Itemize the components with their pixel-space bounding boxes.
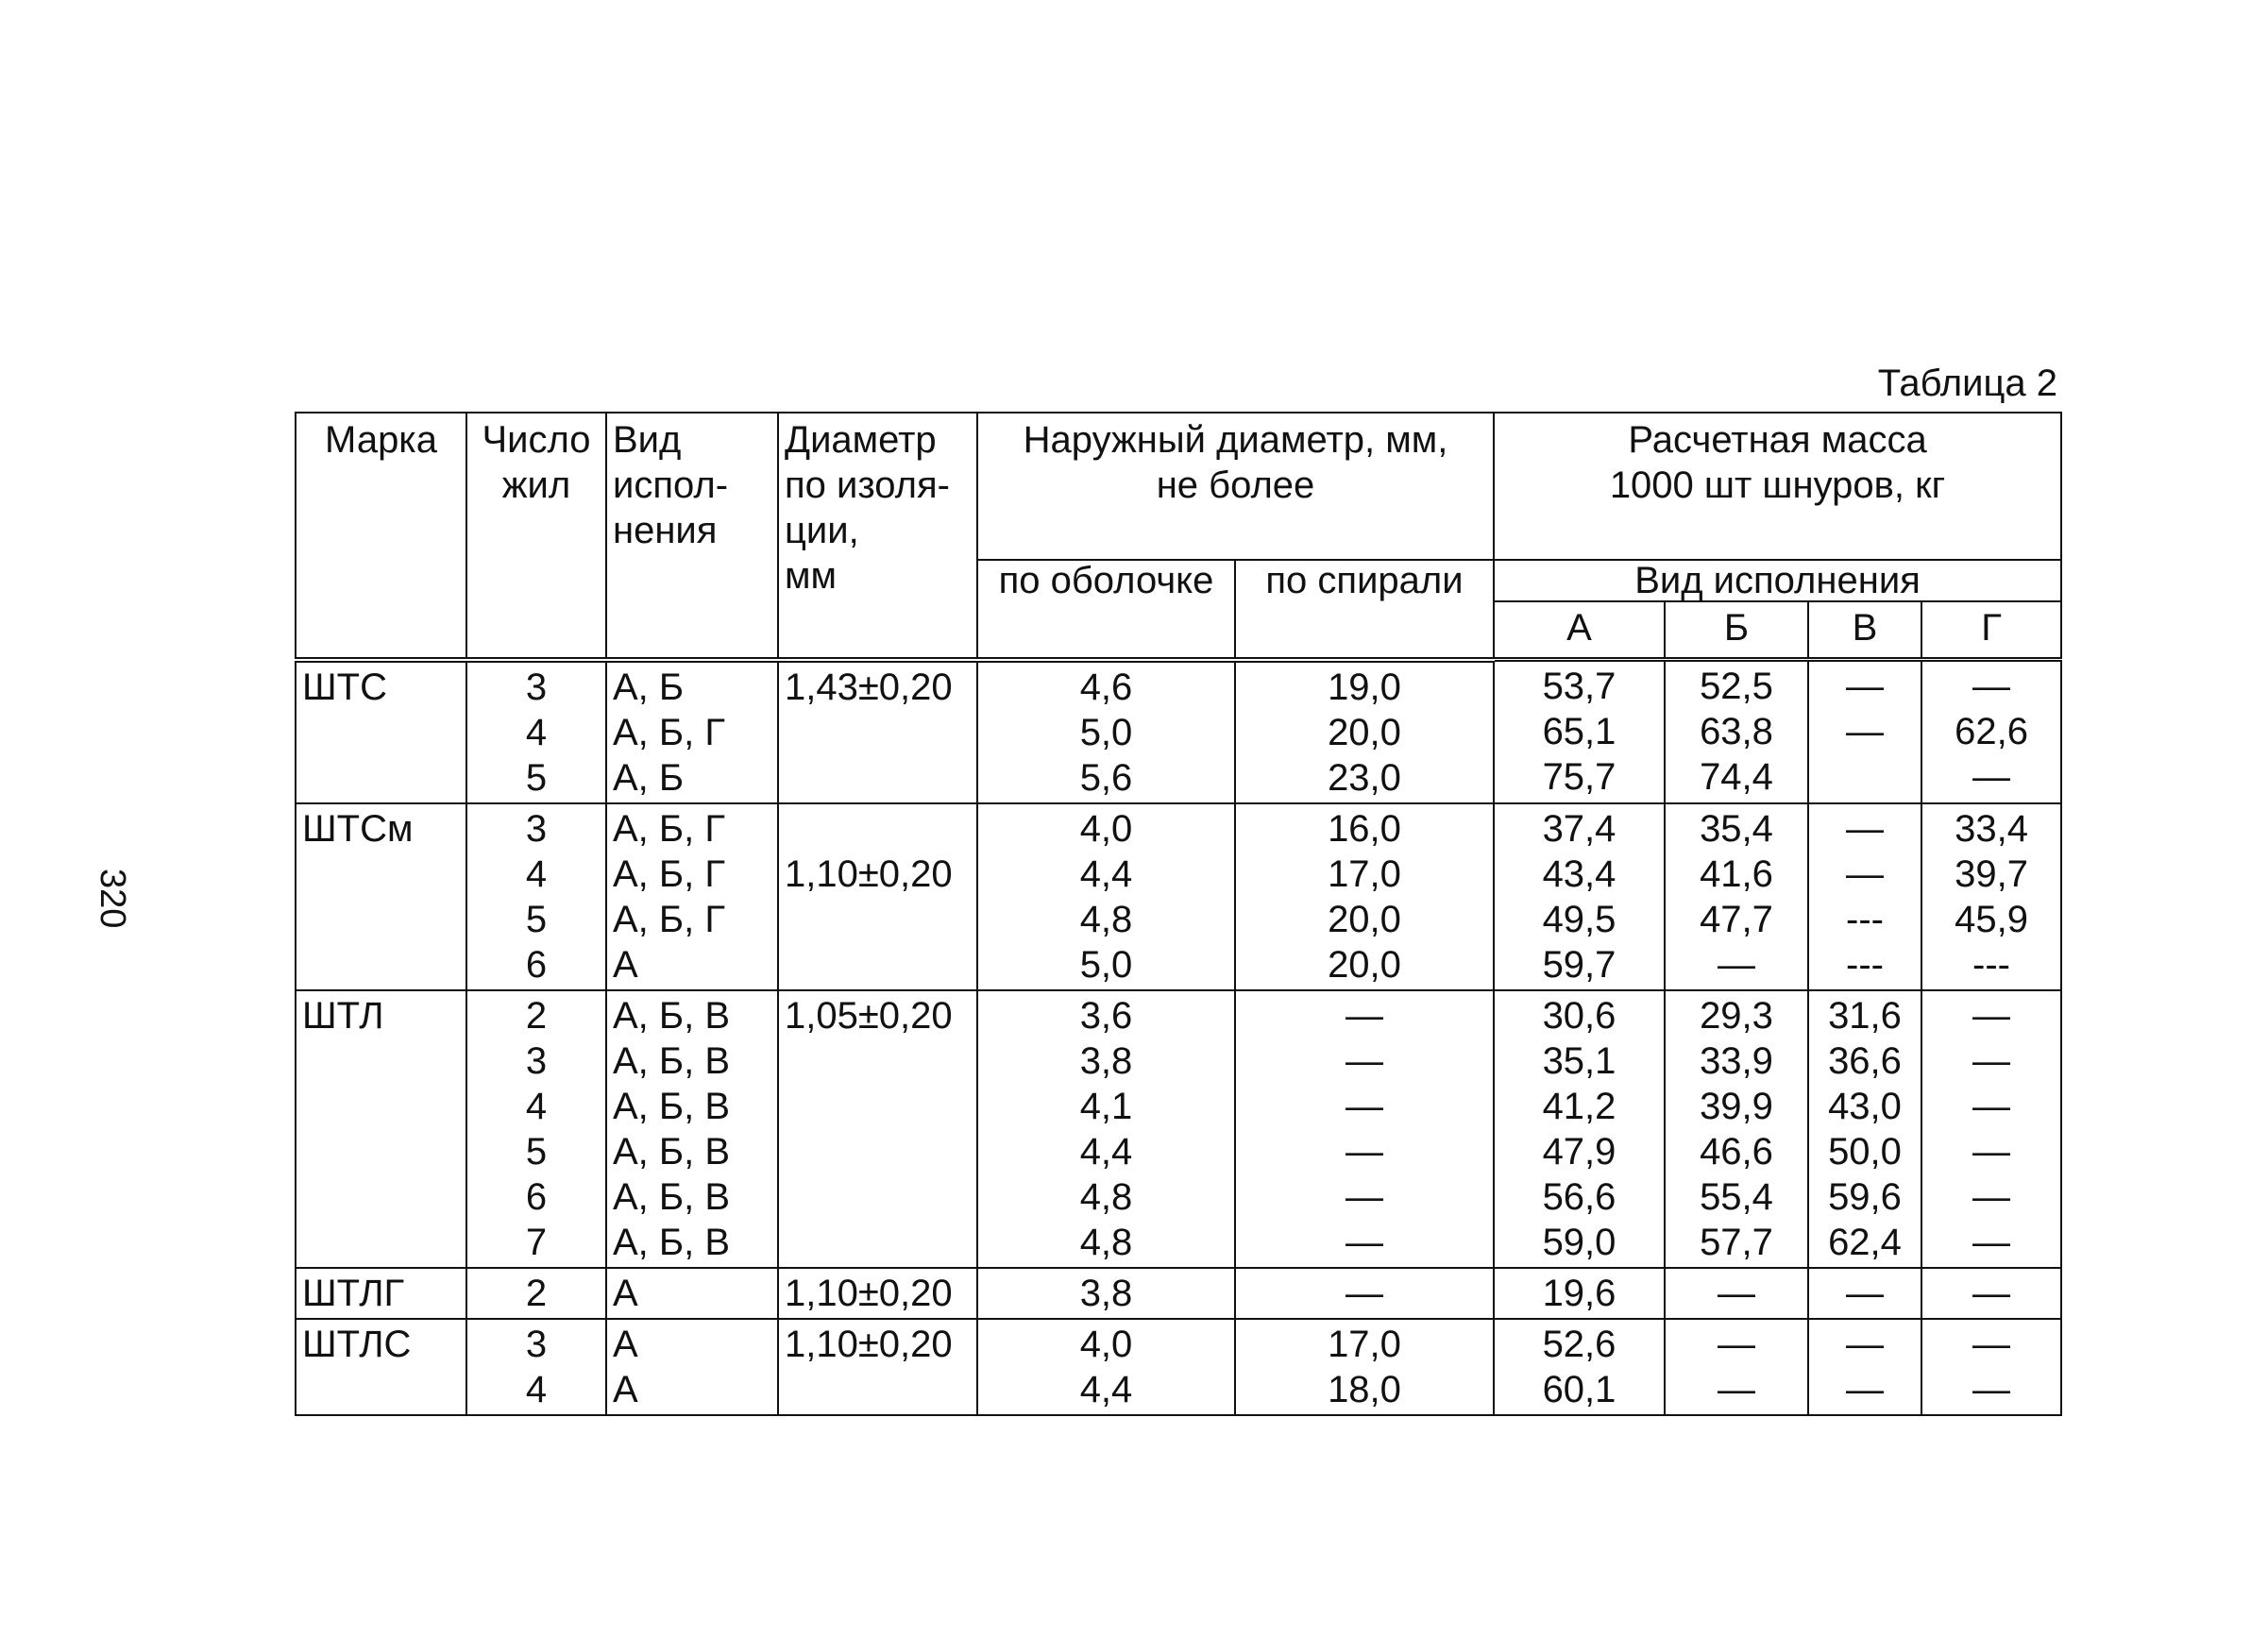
value: 49,5 [1542,898,1616,940]
value: 41,6 [1700,852,1773,895]
value: — [1346,1221,1383,1263]
value: — [1972,1085,2011,1127]
value: 35,1 [1542,1039,1616,1082]
value: А, Б [613,666,685,708]
sheath-cell [977,990,1235,1268]
value: — [1346,1272,1383,1314]
mass-v-cell [1808,1268,1921,1319]
value: 3,8 [1079,1039,1133,1082]
value: А [613,1272,638,1314]
insulation-cell [778,803,977,990]
value: А [613,943,638,986]
value: 20,0 [1328,943,1401,986]
value: А [613,1323,638,1365]
value: 30,6 [1542,994,1616,1037]
value: 4,4 [1079,852,1133,895]
value: — [1972,1368,2011,1410]
value: 5 [525,756,548,799]
value: 62,4 [1828,1221,1902,1263]
mass-a-cell [1494,660,1665,803]
value: — [1346,1039,1383,1082]
value: 46,6 [1700,1130,1773,1173]
table-row [296,660,2061,803]
value: 53,7 [1542,666,1616,707]
mass-b-cell [1665,803,1808,990]
value: 39,7 [1955,852,2028,895]
mass-g-cell [1921,660,2061,803]
value: --- [1846,943,1884,986]
header-mass [1494,413,2061,560]
header-cores-line: Число [482,419,591,461]
page-number: 320 [93,869,132,929]
value: 4 [525,1368,548,1410]
value [785,1038,971,1084]
value: --- [1972,943,2010,986]
value: 3 [525,666,548,708]
value: 57,7 [1700,1221,1773,1263]
value: 19,0 [1328,666,1401,708]
insulation-cell [778,1319,977,1415]
value: А, Б, Г [613,807,726,850]
value: 16,0 [1328,807,1401,850]
value: 4,8 [1079,898,1133,940]
value: 1,10±0,20 [785,1272,953,1314]
version-cell [606,990,778,1268]
mass-g-cell [1921,990,2061,1268]
brand-cell: ШТС [296,660,466,803]
header-mass-line: 1000 шт шнуров, кг [1609,464,1946,506]
value [785,755,971,801]
value: — [1972,1039,2011,1082]
version-cell [606,803,778,990]
value: А, Б, В [613,1175,731,1218]
value: --- [1846,898,1884,940]
brand-cell: ШТЛГ [296,1268,466,1319]
value: 17,0 [1328,852,1401,895]
mass-v-cell [1808,990,1921,1268]
value: А, Б, В [613,1085,731,1127]
spiral-cell [1235,1268,1494,1319]
value: 5,0 [1079,711,1133,753]
value: 4,8 [1079,1221,1133,1263]
mass-a-cell [1494,1319,1665,1415]
value: 1,10±0,20 [785,1323,953,1365]
value: 4,4 [1079,1130,1133,1173]
cores-cell [466,1319,606,1415]
spiral-cell [1235,990,1494,1268]
value: — [1972,1175,2011,1218]
value: 1,10±0,20 [785,852,953,895]
header-mass-g: Г [1921,601,2061,660]
value [785,942,971,987]
value: 62,6 [1955,711,2028,752]
value: А [613,1368,638,1410]
header-outer-line: не более [1156,464,1315,506]
header-mass-line: Расчетная масса [1628,419,1927,461]
value [785,1174,971,1220]
value: — [1972,756,2011,798]
value: 4,1 [1079,1085,1133,1127]
value: 31,6 [1828,994,1902,1037]
mass-b-cell [1665,990,1808,1268]
header-mass-b: Б [1665,601,1808,660]
value: 7 [525,1221,548,1263]
header-insulation-line: Диаметр [785,419,937,461]
header-mass-a: А [1494,601,1665,660]
cores-cell [466,660,606,803]
header-outer-sheath: по оболочке [977,560,1235,660]
header-mass-v: В [1808,601,1921,660]
value: 3,6 [1079,994,1133,1037]
value: — [1846,807,1884,850]
value: 55,4 [1700,1175,1773,1218]
value: — [1346,1085,1383,1127]
value: — [1846,711,1884,752]
value: — [1718,1272,1755,1314]
header-version-line: испол- [613,464,729,506]
value: — [1846,666,1884,707]
value [785,710,971,755]
value: 35,4 [1700,807,1773,850]
header-cores-line: жил [501,464,571,506]
value: 56,6 [1542,1175,1616,1218]
value: — [1718,943,1755,986]
header-cores [466,413,606,660]
value: 37,4 [1542,807,1616,850]
value: 20,0 [1328,898,1401,940]
value: — [1718,1323,1755,1365]
value: 3,8 [1079,1272,1133,1314]
table-caption: Таблица 2 [1877,363,2057,404]
value: 59,7 [1542,943,1616,986]
table-row [296,990,2061,1268]
value: 29,3 [1700,994,1773,1037]
data-table-container [295,412,2060,1416]
value: 74,4 [1700,756,1773,798]
value: 59,6 [1828,1175,1902,1218]
header-insulation-line: по изоля- [785,464,950,506]
value: 43,0 [1828,1085,1902,1127]
value: 63,8 [1700,711,1773,752]
mass-v-cell [1808,1319,1921,1415]
cores-cell [466,803,606,990]
value: 3 [525,1039,548,1082]
spiral-cell [1235,1319,1494,1415]
value: 4,6 [1079,666,1133,708]
value: 2 [525,1272,548,1314]
data-table [295,412,2062,1416]
value [785,1220,971,1265]
value: 6 [525,1175,548,1218]
value: — [1718,1368,1755,1410]
value: 5,0 [1079,943,1133,986]
sheath-cell [977,1268,1235,1319]
table-row [296,1319,2061,1415]
header-brand: Марка [296,413,466,660]
table-body [296,660,2061,1415]
brand-cell: ШТЛС [296,1319,466,1415]
value: 36,6 [1828,1039,1902,1082]
value: 52,5 [1700,666,1773,707]
value: 47,9 [1542,1130,1616,1173]
value: 4,0 [1079,807,1133,850]
value: А, Б, В [613,1039,731,1082]
version-cell [606,660,778,803]
cores-cell [466,1268,606,1319]
value: 52,6 [1542,1323,1616,1365]
value [785,1367,971,1412]
value: 4 [525,1085,548,1127]
header-insulation-diameter [778,413,977,660]
mass-g-cell [1921,803,2061,990]
value: 47,7 [1700,898,1773,940]
value: — [1846,1323,1884,1365]
mass-v-cell [1808,803,1921,990]
value: 23,0 [1328,756,1401,799]
value: А, Б, В [613,994,731,1037]
value: 1,05±0,20 [785,994,953,1037]
value: — [1972,1323,2011,1365]
sheath-cell [977,803,1235,990]
value: 19,6 [1542,1272,1616,1314]
value: А, Б, Г [613,711,726,753]
brand-cell: ШТЛ [296,990,466,1268]
value: А, Б, В [613,1221,731,1263]
value [785,897,971,942]
insulation-cell [778,660,977,803]
value: 59,0 [1542,1221,1616,1263]
value: 20,0 [1328,711,1401,753]
spiral-cell [1235,803,1494,990]
value: 2 [525,994,548,1037]
value: 60,1 [1542,1368,1616,1410]
table-row [296,1268,2061,1319]
value: 5 [525,898,548,940]
mass-b-cell [1665,1268,1808,1319]
sheath-cell [977,1319,1235,1415]
value: — [1972,994,2011,1037]
value: 43,4 [1542,852,1616,895]
mass-a-cell [1494,1268,1665,1319]
value: 1,43±0,20 [785,666,953,708]
cores-cell [466,990,606,1268]
brand-cell: ШТСм [296,803,466,990]
insulation-cell [778,1268,977,1319]
mass-v-cell [1808,660,1921,803]
value: 5,6 [1079,756,1133,799]
value: 75,7 [1542,756,1616,798]
sheath-cell [977,660,1235,803]
value [785,1129,971,1174]
value: А, Б, Г [613,852,726,895]
header-outer-diameter [977,413,1494,560]
value: 50,0 [1828,1130,1902,1173]
mass-g-cell [1921,1268,2061,1319]
value: А, Б, В [613,1130,731,1173]
value: 65,1 [1542,711,1616,752]
mass-a-cell [1494,990,1665,1268]
header-outer-line: Наружный диаметр, мм, [1023,419,1448,461]
value: — [1346,1175,1383,1218]
value: 18,0 [1328,1368,1401,1410]
header-insulation-line: ции, [785,510,859,551]
value: — [1846,1368,1884,1410]
value: 4,0 [1079,1323,1133,1365]
header-insulation-line: мм [785,555,837,597]
value: 4 [525,711,548,753]
header-outer-spiral: по спирали [1235,560,1494,660]
value: 41,2 [1542,1085,1616,1127]
header-version-line: нения [613,510,718,551]
value: — [1346,994,1383,1037]
value: 39,9 [1700,1085,1773,1127]
value: 5 [525,1130,548,1173]
value: — [1972,1272,2011,1314]
mass-b-cell [1665,1319,1808,1415]
version-cell [606,1319,778,1415]
mass-a-cell [1494,803,1665,990]
value: 4,4 [1079,1368,1133,1410]
value: 3 [525,1323,548,1365]
header-version-line: Вид [613,419,682,461]
value: 6 [525,943,548,986]
mass-g-cell [1921,1319,2061,1415]
value: — [1846,852,1884,895]
value: 3 [525,807,548,850]
value: — [1846,1272,1884,1314]
value: А, Б, Г [613,898,726,940]
value: А, Б [613,756,685,799]
spiral-cell [1235,660,1494,803]
value [785,1084,971,1129]
value [785,806,971,852]
version-cell [606,1268,778,1319]
value: 4 [525,852,548,895]
value: — [1346,1130,1383,1173]
value: 45,9 [1955,898,2028,940]
value: — [1972,666,2011,707]
header-mass-version: Вид исполнения [1494,560,2061,601]
header-version [606,413,778,660]
value: 4,8 [1079,1175,1133,1218]
mass-b-cell [1665,660,1808,803]
value: 33,4 [1955,807,2028,850]
insulation-cell [778,990,977,1268]
value: 33,9 [1700,1039,1773,1082]
value: — [1972,1221,2011,1263]
value: — [1972,1130,2011,1173]
value: 17,0 [1328,1323,1401,1365]
table-row [296,803,2061,990]
value [1815,754,1915,800]
